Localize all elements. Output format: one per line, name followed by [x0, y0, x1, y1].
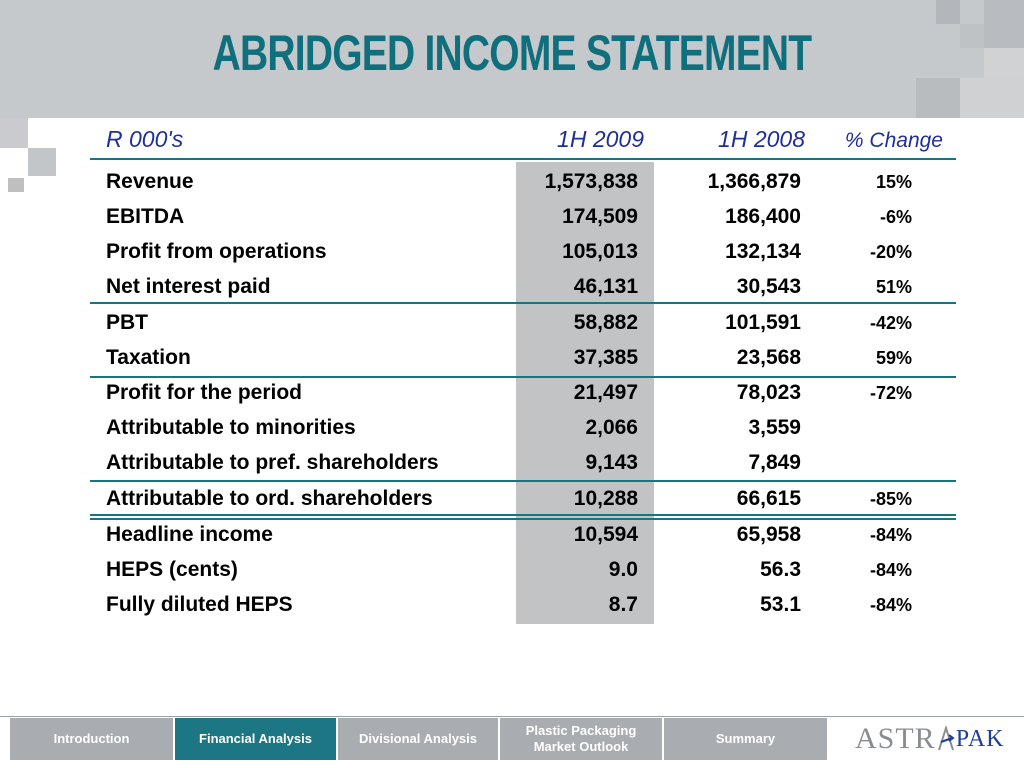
tab-summary[interactable]: Summary — [664, 718, 827, 760]
logo-arrow-icon — [937, 726, 955, 752]
value-1h2008: 23,568 — [736, 346, 801, 369]
row-divider — [90, 302, 956, 304]
value-1h2008: 56.3 — [760, 558, 801, 581]
col-header-1h2009: 1H 2009 — [557, 126, 644, 152]
row-label: Profit from operations — [106, 240, 327, 263]
value-change: -84% — [869, 560, 912, 580]
value-1h2009: 10,594 — [573, 523, 638, 546]
deco-square — [916, 78, 960, 118]
value-1h2009: 2,066 — [585, 416, 638, 439]
value-1h2008: 30,543 — [736, 275, 801, 298]
value-1h2009: 8.7 — [608, 593, 638, 616]
row-divider-double — [90, 514, 956, 520]
nav-divider — [0, 716, 1024, 717]
row-label: Net interest paid — [106, 275, 271, 298]
deco-square — [0, 118, 28, 148]
value-1h2008: 186,400 — [725, 205, 801, 228]
value-1h2009: 46,131 — [573, 275, 638, 298]
value-change: -42% — [869, 313, 912, 333]
row-label: Profit for the period — [106, 381, 302, 404]
value-1h2008: 3,559 — [748, 416, 801, 439]
table-row — [0, 483, 1024, 518]
value-change: -84% — [869, 595, 912, 615]
value-1h2009: 174,509 — [562, 205, 638, 228]
value-change: -72% — [869, 383, 912, 403]
logo-text-right: PAK — [955, 725, 1005, 752]
value-change: -85% — [869, 489, 912, 509]
deco-square — [960, 24, 984, 48]
col-header-change: % Change — [844, 129, 943, 152]
value-1h2009: 105,013 — [562, 240, 638, 263]
value-1h2008: 66,615 — [736, 487, 801, 510]
deco-square — [984, 0, 1024, 48]
value-1h2008: 65,958 — [736, 523, 801, 546]
table-row — [0, 307, 1024, 342]
value-1h2009: 9,143 — [585, 451, 638, 474]
value-1h2008: 1,366,879 — [707, 170, 801, 193]
value-change: -20% — [869, 242, 912, 262]
value-1h2008: 78,023 — [736, 381, 801, 404]
value-1h2008: 132,134 — [725, 240, 801, 263]
table-row — [0, 447, 1024, 482]
value-1h2009: 1,573,838 — [544, 170, 638, 193]
value-change: 15% — [875, 172, 912, 192]
table-row — [0, 166, 1024, 201]
table-row — [0, 589, 1024, 624]
deco-square — [960, 78, 1024, 118]
value-1h2009: 21,497 — [573, 381, 638, 404]
value-1h2009: 37,385 — [573, 346, 638, 369]
row-divider — [90, 480, 956, 482]
col-header-units: R 000's — [106, 126, 184, 152]
tab-plastic-packaging-market-outlook[interactable]: Plastic Packaging Market Outlook — [500, 718, 662, 760]
value-1h2008: 53.1 — [760, 593, 801, 616]
table-row — [0, 519, 1024, 554]
row-label: Headline income — [106, 523, 273, 546]
row-label: Attributable to pref. shareholders — [106, 451, 439, 474]
table-row — [0, 412, 1024, 447]
table-row — [0, 201, 1024, 236]
table-row — [0, 342, 1024, 377]
value-1h2008: 101,591 — [725, 311, 801, 334]
table-row — [0, 236, 1024, 271]
table-row — [0, 271, 1024, 306]
row-label: HEPS (cents) — [106, 558, 238, 581]
row-label: Fully diluted HEPS — [106, 593, 293, 616]
value-change: -6% — [879, 207, 912, 227]
tab-divisional-analysis[interactable]: Divisional Analysis — [338, 718, 498, 760]
row-label: Revenue — [106, 170, 194, 193]
row-label: Attributable to ord. shareholders — [106, 487, 433, 510]
table-row — [0, 554, 1024, 589]
value-1h2009: 10,288 — [573, 487, 638, 510]
row-divider — [90, 376, 956, 378]
col-header-1h2008: 1H 2008 — [718, 126, 805, 152]
value-1h2009: 58,882 — [573, 311, 638, 334]
value-1h2008: 7,849 — [748, 451, 801, 474]
tab-financial-analysis[interactable]: Financial Analysis — [175, 718, 336, 760]
header-divider — [90, 158, 956, 160]
table-row — [0, 377, 1024, 412]
tab-introduction[interactable]: Introduction — [10, 718, 173, 760]
deco-square — [984, 48, 1024, 78]
row-label: EBITDA — [106, 205, 185, 228]
deco-square — [936, 0, 960, 24]
value-1h2009: 9.0 — [608, 558, 638, 581]
value-change: 51% — [875, 277, 912, 297]
logo-text-left: ASTR — [855, 722, 936, 755]
value-change: -84% — [869, 525, 912, 545]
astrapak-logo — [855, 722, 1015, 756]
row-label: Taxation — [106, 346, 191, 369]
value-change: 59% — [875, 348, 912, 368]
slide-title: ABRIDGED INCOME STATEMENT — [212, 25, 812, 81]
row-label: Attributable to minorities — [106, 416, 356, 439]
row-label: PBT — [106, 311, 148, 334]
